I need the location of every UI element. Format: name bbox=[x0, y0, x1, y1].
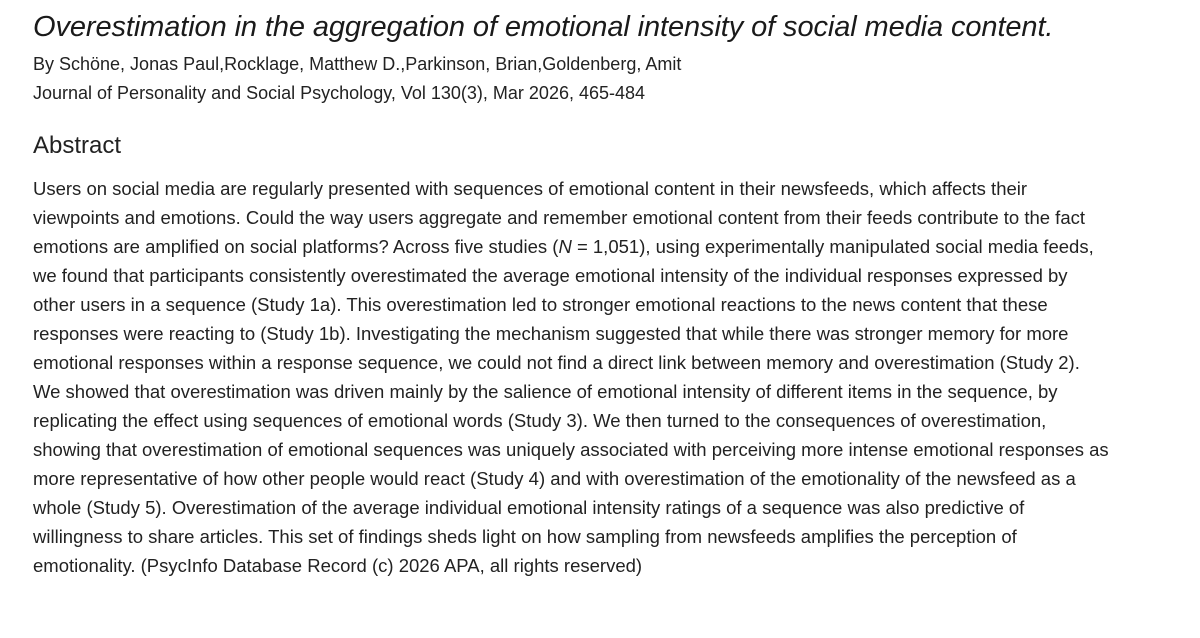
authors-line: By Schöne, Jonas Paul,Rocklage, Matthew D.,Parkinson, Brian,Goldenberg, Amit bbox=[33, 54, 682, 74]
abstract-line: emotional responses within a response sequence, we could not find a direct link between memory and overestimation (Study 2). bbox=[33, 352, 1080, 373]
sample-size-symbol: N bbox=[558, 236, 572, 257]
abstract-line: whole (Study 5). Overestimation of the average individual emotional intensity ratings of a sequence was also predictive of bbox=[33, 497, 1025, 518]
abstract-heading: Abstract bbox=[33, 132, 122, 159]
abstract-line: willingness to share articles. This set of findings sheds light on how sampling from newsfeeds amplifies the perception of bbox=[33, 526, 1017, 547]
abstract-line: responses were reacting to (Study 1b). Investigating the mechanism suggested that while there was stronger memory for more bbox=[33, 323, 1069, 344]
abstract-line: Users on social media are regularly presented with sequences of emotional content in their newsfeeds, which affects their bbox=[33, 178, 1028, 199]
abstract-line: We showed that overestimation was driven mainly by the salience of emotional intensity of different items in the sequence, by bbox=[33, 381, 1058, 402]
citation-line: Journal of Personality and Social Psychology, Vol 130(3), Mar 2026, 465-484 bbox=[33, 83, 646, 103]
abstract-line: more representative of how other people would react (Study 4) and with overestimation of the emotionality of the newsfeed as a bbox=[33, 468, 1076, 489]
article-metadata bbox=[33, 50, 1180, 108]
abstract-line: viewpoints and emotions. Could the way users aggregate and remember emotional content from their feeds contribute to the fact bbox=[33, 207, 1085, 228]
article-title: Overestimation in the aggregation of emotional intensity of social media content. bbox=[33, 11, 1054, 43]
abstract-line bbox=[33, 232, 1173, 261]
abstract-text: = 1,051), using experimentally manipulated social media feeds, bbox=[571, 236, 1094, 257]
abstract-line: replicating the effect using sequences of emotional words (Study 3). We then turned to the consequences of overestimation, bbox=[33, 410, 1047, 431]
abstract-line: we found that participants consistently overestimated the average emotional intensity of the individual responses expressed by bbox=[33, 265, 1068, 286]
abstract-line: showing that overestimation of emotional sequences was uniquely associated with perceiving more intense emotional responses as bbox=[33, 439, 1109, 460]
abstract-line: other users in a sequence (Study 1a). This overestimation led to stronger emotional reactions to the news content that these bbox=[33, 294, 1048, 315]
abstract-text: emotions are amplified on social platforms? Across five studies ( bbox=[33, 236, 559, 257]
abstract-line: emotionality. (PsycInfo Database Record (c) 2026 APA, all rights reserved) bbox=[33, 555, 643, 576]
abstract-body bbox=[33, 174, 1173, 580]
